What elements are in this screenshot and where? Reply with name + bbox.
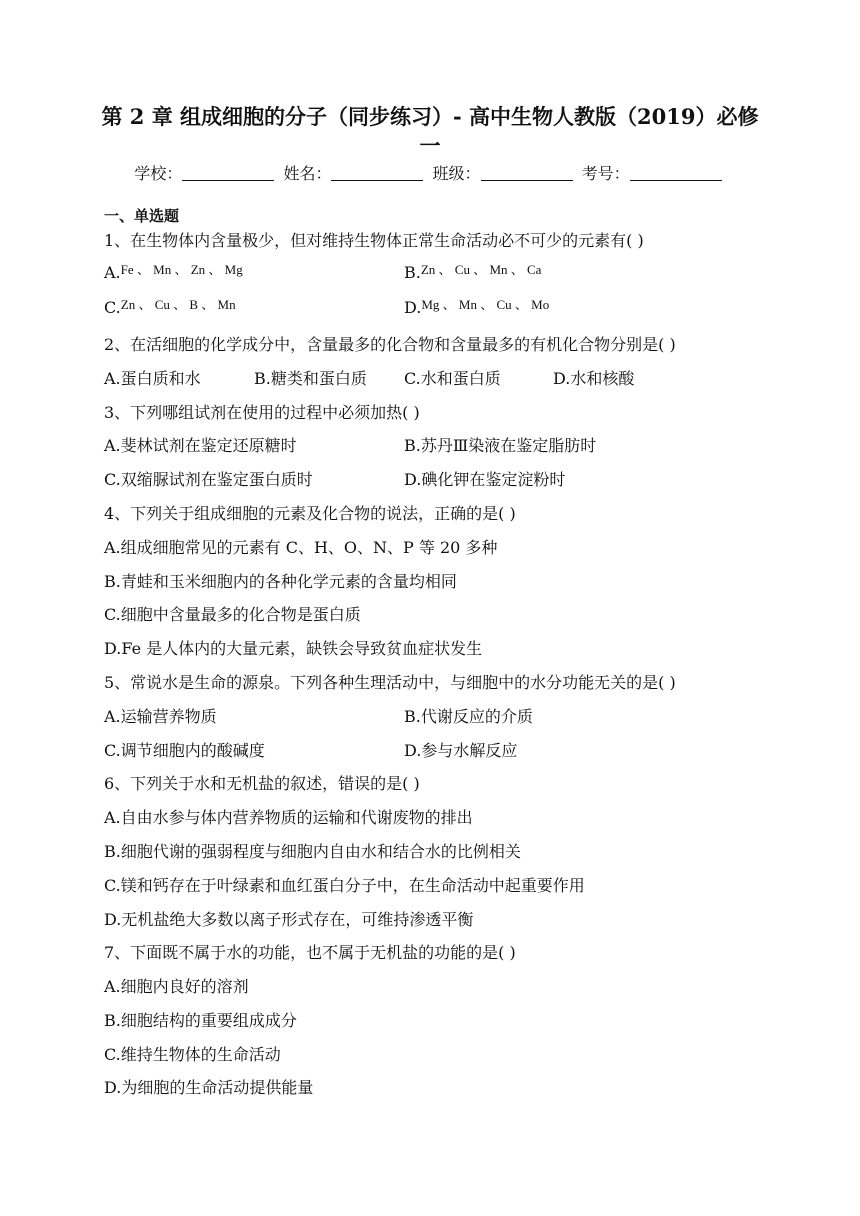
q5-stem: 5、常说水是生命的源泉。下列各种生理活动中，与细胞中的水分功能无关的是( ) — [104, 673, 676, 692]
title-line-1: 第 2 章 组成细胞的分子（同步练习）- 高中生物人教版（2019）必修 — [101, 104, 759, 129]
q7-option-a: A.细胞内良好的溶剂 — [104, 977, 249, 996]
q2-option-c: C.水和蛋白质 — [404, 369, 501, 388]
q1-a-text: Fe 、 Mn 、 Zn 、 Mg — [120, 262, 243, 277]
q3-option-a: A.斐林试剂在鉴定还原糖时 — [104, 436, 297, 455]
section-heading: 一、单选题 — [104, 207, 180, 225]
q6-option-d: D.无机盐绝大多数以离子形式存在，可维持渗透平衡 — [104, 910, 474, 929]
q4-option-b: B.青蛙和玉米细胞内的各种化学元素的含量均相同 — [104, 572, 457, 591]
q2-option-b: B.糖类和蛋白质 — [254, 369, 367, 388]
q1-c-prefix: C. — [104, 298, 121, 317]
number-label: 考号： — [581, 164, 630, 183]
q4-option-d: D.Fe 是人体内的大量元素，缺铁会导致贫血症状发生 — [104, 639, 483, 658]
q1-d-text: Mg 、 Mn 、 Cu 、 Mo — [421, 297, 550, 312]
q7-stem: 7、下面既不属于水的功能，也不属于无机盐的功能的是( ) — [104, 943, 516, 962]
q6-option-c: C.镁和钙存在于叶绿素和血红蛋白分子中，在生命活动中起重要作用 — [104, 876, 585, 895]
q5-option-d: D.参与水解反应 — [404, 741, 518, 760]
q6-option-b: B.细胞代谢的强弱程度与细胞内自由水和结合水的比例相关 — [104, 842, 521, 861]
q1-option-c — [104, 298, 236, 317]
q2-stem: 2、在活细胞的化学成分中，含量最多的化合物和含量最多的有机化合物分别是( ) — [104, 335, 676, 354]
q5-option-a: A.运输营养物质 — [104, 707, 217, 726]
q1-a-prefix: A. — [104, 263, 121, 282]
student-info-row — [0, 161, 860, 184]
q3-stem: 3、下列哪组试剂在使用的过程中必须加热( ) — [104, 403, 420, 422]
school-blank[interactable] — [182, 166, 274, 181]
q1-option-d — [404, 298, 549, 317]
name-blank[interactable] — [331, 166, 423, 181]
q2-option-a: A.蛋白质和水 — [104, 369, 201, 388]
name-label: 姓名： — [283, 164, 332, 183]
q4-stem: 4、下列关于组成细胞的元素及化合物的说法，正确的是( ) — [104, 504, 516, 523]
q3-option-b: B.苏丹Ⅲ染液在鉴定脂肪时 — [404, 436, 597, 455]
q1-stem: 1、在生物体内含量极少，但对维持生物体正常生命活动必不可少的元素有( ) — [104, 231, 644, 250]
q1-option-a — [104, 263, 243, 282]
q7-option-d: D.为细胞的生命活动提供能量 — [104, 1078, 314, 1097]
class-label: 班级： — [432, 164, 481, 183]
school-label: 学校： — [134, 164, 183, 183]
q4-option-a: A.组成细胞常见的元素有 C、H、O、N、P 等 20 多种 — [104, 538, 498, 557]
q3-option-d: D.碘化钾在鉴定淀粉时 — [404, 470, 566, 489]
page-title — [60, 102, 800, 160]
q1-option-b — [404, 263, 541, 282]
q7-option-c: C.维持生物体的生命活动 — [104, 1045, 281, 1064]
q5-option-c: C.调节细胞内的酸碱度 — [104, 741, 265, 760]
q5-option-b: B.代谢反应的介质 — [404, 707, 533, 726]
q7-option-b: B.细胞结构的重要组成成分 — [104, 1011, 297, 1030]
q1-b-prefix: B. — [404, 263, 421, 282]
q4-option-c: C.细胞中含量最多的化合物是蛋白质 — [104, 605, 361, 624]
q1-c-text: Zn 、 Cu 、 B 、 Mn — [120, 297, 236, 312]
title-line-2: 一 — [419, 133, 441, 158]
q2-option-d: D.水和核酸 — [553, 369, 635, 388]
class-blank[interactable] — [481, 166, 573, 181]
q1-d-prefix: D. — [404, 298, 422, 317]
q1-b-text: Zn 、 Cu 、 Mn 、 Ca — [420, 262, 542, 277]
number-blank[interactable] — [630, 166, 722, 181]
q6-stem: 6、下列关于水和无机盐的叙述，错误的是( ) — [104, 774, 420, 793]
q6-option-a: A.自由水参与体内营养物质的运输和代谢废物的排出 — [104, 808, 473, 827]
q3-option-c: C.双缩脲试剂在鉴定蛋白质时 — [104, 470, 313, 489]
